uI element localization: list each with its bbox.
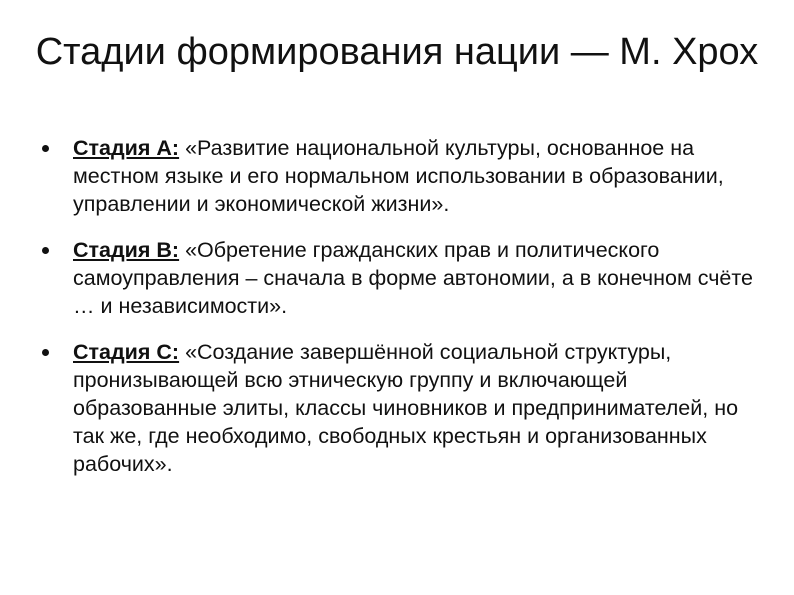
- stage-label: Стадия С:: [73, 340, 180, 364]
- stage-description: «Развитие национальной культуры, основанное на местном языке и его нормальном использовании в образовании, управлении и экономической жизни».: [73, 136, 724, 216]
- bullet-item-stage-b: [40, 236, 760, 320]
- bullet-item-stage-a: [40, 134, 760, 218]
- bullet-dot-icon: [42, 349, 49, 356]
- stage-description: «Создание завершённой социальной структуры, пронизывающей всю этническую группу и включающей образованные элиты, классы чиновников и предпринимателей, но так же, где необходимо, свободных крестьян и организованных рабочих».: [73, 340, 739, 476]
- bullet-list: [40, 134, 760, 478]
- stage-label: Стадия В:: [73, 238, 180, 262]
- slide-title: Стадии формирования нации — М. Хрох: [35, 31, 759, 73]
- bullet-dot-icon: [42, 247, 49, 254]
- stage-description: «Обретение гражданских прав и политического самоуправления – сначала в форме автономии, а в конечном счёте … и независимости».: [73, 238, 753, 318]
- bullet-item-stage-c: [40, 338, 760, 478]
- stage-label: Стадия А:: [73, 136, 180, 160]
- bullet-dot-icon: [42, 145, 49, 152]
